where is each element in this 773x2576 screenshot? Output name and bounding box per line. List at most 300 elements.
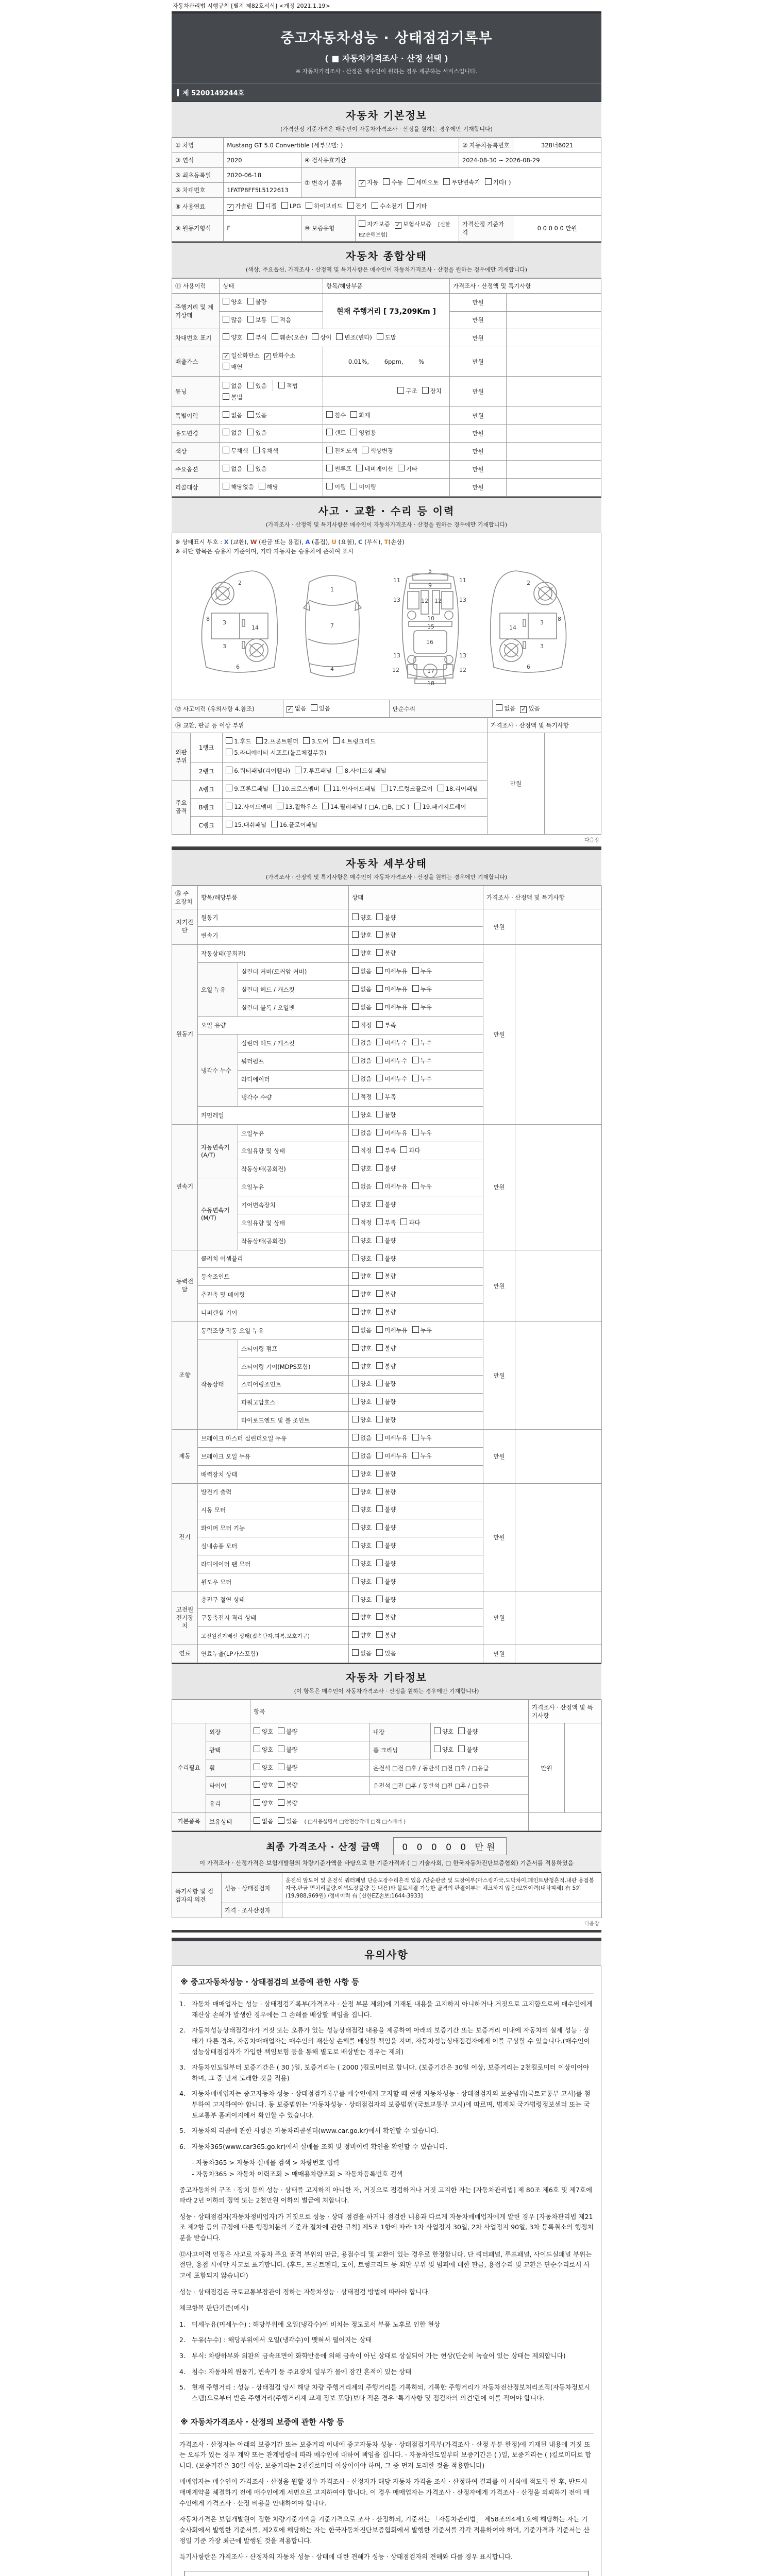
checkbox-option[interactable]	[376, 1020, 396, 1031]
checkbox[interactable]	[352, 1326, 359, 1333]
checkbox-option[interactable]	[381, 784, 433, 795]
checkbox-option[interactable]	[254, 1798, 273, 1809]
checkbox-checked[interactable]: ✓	[521, 705, 526, 713]
checkbox-option[interactable]	[376, 1558, 396, 1570]
checkbox[interactable]	[376, 1236, 383, 1243]
checkbox[interactable]	[278, 1764, 284, 1770]
checkbox-option[interactable]	[376, 1451, 407, 1462]
checkbox[interactable]	[303, 737, 310, 744]
checkbox-option[interactable]	[226, 784, 268, 795]
checkbox[interactable]	[352, 1488, 359, 1495]
checkbox-option[interactable]	[278, 1798, 297, 1809]
checkbox[interactable]	[376, 1146, 383, 1153]
checkbox-option[interactable]	[412, 1038, 432, 1049]
checkbox[interactable]	[376, 1470, 383, 1477]
checkbox[interactable]	[257, 202, 264, 209]
checkbox[interactable]	[352, 949, 359, 956]
checkbox-option[interactable]	[322, 802, 410, 813]
checkbox-option[interactable]	[412, 1433, 432, 1444]
checkbox-option[interactable]	[376, 1361, 396, 1372]
checkbox-option[interactable]	[352, 1217, 372, 1229]
checkbox-option[interactable]	[352, 1504, 372, 1516]
checkbox-checked[interactable]: ✓	[228, 204, 233, 210]
checkbox[interactable]	[226, 803, 232, 809]
checkbox[interactable]	[311, 704, 317, 711]
checkbox-option[interactable]	[458, 1744, 478, 1756]
checkbox[interactable]	[352, 1613, 359, 1620]
checkbox-option[interactable]	[352, 1522, 372, 1534]
checkbox-option[interactable]	[376, 1289, 396, 1300]
checkbox-option[interactable]	[350, 410, 370, 421]
checkbox[interactable]	[458, 1745, 465, 1752]
checkbox[interactable]	[412, 1129, 419, 1136]
checkbox-option[interactable]	[257, 201, 277, 212]
checkbox-option[interactable]	[352, 1056, 372, 1067]
checkbox-option[interactable]	[247, 297, 267, 308]
checkbox-option[interactable]	[223, 297, 242, 308]
checkbox[interactable]	[312, 333, 318, 340]
checkbox[interactable]	[376, 1021, 383, 1028]
checkbox-option[interactable]	[278, 1762, 297, 1774]
checkbox-option[interactable]	[376, 1253, 396, 1265]
checkbox[interactable]	[352, 1200, 359, 1207]
checkbox[interactable]	[223, 382, 229, 388]
checkbox[interactable]	[295, 767, 301, 773]
checkbox-option[interactable]	[352, 1181, 372, 1193]
checkbox-option[interactable]	[272, 332, 307, 344]
checkbox-option[interactable]	[376, 1307, 396, 1318]
checkbox-option[interactable]	[434, 1744, 453, 1756]
checkbox-option[interactable]	[272, 315, 291, 326]
checkbox[interactable]	[326, 429, 333, 435]
checkbox[interactable]	[352, 913, 359, 920]
checkbox[interactable]	[326, 465, 333, 471]
checkbox-option[interactable]	[347, 201, 367, 212]
checkbox-option[interactable]	[352, 1415, 372, 1426]
checkbox-option[interactable]	[226, 736, 251, 748]
checkbox[interactable]	[434, 1745, 441, 1752]
checkbox[interactable]	[352, 1505, 359, 1512]
checkbox-option[interactable]	[247, 410, 267, 421]
checkbox-option[interactable]	[281, 201, 301, 212]
checkbox[interactable]	[352, 1308, 359, 1315]
checkbox[interactable]	[352, 1649, 359, 1656]
checkbox[interactable]	[376, 1613, 383, 1620]
checkbox-checked[interactable]: ✓	[287, 705, 292, 713]
checkbox-option[interactable]	[376, 1110, 396, 1121]
checkbox-option[interactable]	[326, 410, 346, 421]
checkbox[interactable]	[376, 949, 383, 956]
checkbox[interactable]	[247, 316, 254, 323]
checkbox-option[interactable]	[352, 948, 372, 959]
checkbox-checked[interactable]: ✓	[360, 179, 365, 187]
checkbox-option[interactable]	[352, 1540, 372, 1552]
checkbox-option[interactable]	[352, 1612, 372, 1623]
checkbox-option[interactable]	[376, 1145, 396, 1157]
checkbox-option[interactable]	[326, 464, 351, 475]
checkbox-option[interactable]	[412, 1074, 432, 1085]
checkbox-option[interactable]	[256, 736, 299, 748]
checkbox-option[interactable]	[352, 1253, 372, 1265]
checkbox-option[interactable]	[247, 332, 267, 344]
checkbox[interactable]	[326, 483, 333, 489]
checkbox[interactable]	[247, 382, 254, 388]
checkbox-option[interactable]	[223, 428, 242, 439]
checkbox[interactable]	[223, 393, 229, 400]
checkbox[interactable]	[247, 465, 254, 471]
checkbox-option[interactable]	[278, 1816, 297, 1827]
checkbox-option[interactable]	[352, 1648, 372, 1659]
checkbox-option[interactable]	[376, 1056, 407, 1067]
checkbox-option[interactable]	[412, 1056, 432, 1067]
checkbox-option[interactable]	[376, 948, 396, 959]
checkbox-option[interactable]	[376, 1504, 396, 1516]
checkbox[interactable]	[352, 1541, 359, 1548]
checkbox-option[interactable]	[303, 736, 328, 748]
checkbox-option[interactable]	[376, 1379, 396, 1390]
checkbox-option[interactable]	[412, 1002, 432, 1013]
checkbox[interactable]	[326, 411, 333, 418]
checkbox[interactable]	[412, 1434, 419, 1440]
checkbox[interactable]	[376, 1416, 383, 1422]
checkbox[interactable]	[223, 447, 229, 453]
checkbox-option[interactable]	[352, 1361, 372, 1372]
checkbox[interactable]	[223, 483, 229, 489]
checkbox[interactable]	[281, 202, 288, 209]
checkbox[interactable]	[376, 967, 383, 974]
checkbox[interactable]	[496, 704, 502, 711]
checkbox-option[interactable]	[352, 1289, 372, 1300]
checkbox[interactable]	[412, 967, 419, 974]
checkbox[interactable]	[278, 1727, 284, 1734]
checkbox-option[interactable]	[223, 362, 242, 373]
checkbox-option[interactable]	[352, 1163, 372, 1175]
checkbox[interactable]	[434, 1727, 441, 1734]
checkbox-option[interactable]	[278, 1780, 297, 1791]
checkbox[interactable]	[272, 333, 278, 340]
checkbox-option[interactable]	[376, 1415, 396, 1426]
checkbox[interactable]	[376, 1505, 383, 1512]
checkbox[interactable]	[278, 382, 285, 388]
checkbox[interactable]	[412, 1452, 419, 1459]
checkbox-option[interactable]	[443, 177, 480, 189]
checkbox-option[interactable]	[352, 1469, 372, 1480]
checkbox[interactable]	[306, 202, 312, 209]
checkbox[interactable]	[376, 1111, 383, 1117]
checkbox[interactable]	[352, 1380, 359, 1386]
checkbox[interactable]	[376, 1578, 383, 1584]
checkbox-option[interactable]	[398, 464, 417, 475]
checkbox-option[interactable]	[376, 1002, 407, 1013]
checkbox[interactable]	[376, 1182, 383, 1189]
checkbox[interactable]	[376, 1057, 383, 1063]
checkbox-option[interactable]	[376, 1325, 407, 1336]
checkbox[interactable]	[397, 387, 404, 394]
checkbox[interactable]	[352, 1416, 359, 1422]
checkbox-option[interactable]	[359, 219, 390, 230]
checkbox[interactable]	[352, 1255, 359, 1261]
checkbox-option[interactable]	[412, 1325, 432, 1336]
checkbox-option[interactable]	[376, 1235, 396, 1247]
checkbox[interactable]	[383, 178, 390, 185]
checkbox[interactable]	[352, 1236, 359, 1243]
checkbox[interactable]	[376, 1326, 383, 1333]
checkbox-option[interactable]	[352, 1577, 372, 1588]
checkbox-option[interactable]	[277, 802, 317, 813]
checkbox-option[interactable]	[412, 1451, 432, 1462]
checkbox[interactable]	[226, 737, 232, 744]
checkbox-option[interactable]	[520, 703, 540, 715]
checkbox-option[interactable]	[352, 1020, 372, 1031]
checkbox[interactable]	[324, 785, 331, 791]
checkbox-option[interactable]	[376, 930, 396, 941]
checkbox[interactable]	[352, 1631, 359, 1638]
checkbox[interactable]	[376, 1631, 383, 1638]
checkbox[interactable]	[278, 1745, 284, 1752]
checkbox[interactable]	[412, 1326, 419, 1333]
checkbox-option[interactable]	[254, 1816, 273, 1827]
checkbox[interactable]	[376, 913, 383, 920]
checkbox[interactable]	[376, 1596, 383, 1602]
checkbox-option[interactable]	[359, 177, 378, 189]
checkbox[interactable]	[223, 363, 229, 369]
checkbox[interactable]	[256, 737, 263, 744]
checkbox-option[interactable]	[356, 464, 393, 475]
checkbox[interactable]	[352, 1111, 359, 1117]
checkbox-option[interactable]	[376, 1577, 396, 1588]
checkbox[interactable]	[254, 1745, 260, 1752]
checkbox[interactable]	[376, 985, 383, 992]
checkbox-option[interactable]	[397, 386, 417, 397]
checkbox[interactable]	[352, 1560, 359, 1566]
checkbox-option[interactable]	[352, 1487, 372, 1498]
checkbox[interactable]	[336, 333, 343, 340]
checkbox-option[interactable]	[376, 1522, 396, 1534]
checkbox-option[interactable]	[223, 410, 242, 421]
checkbox[interactable]	[352, 1596, 359, 1602]
checkbox[interactable]	[278, 1781, 284, 1788]
checkbox[interactable]	[438, 785, 444, 791]
checkbox[interactable]	[254, 1799, 260, 1806]
checkbox-option[interactable]	[352, 1325, 372, 1336]
checkbox-option[interactable]	[278, 381, 298, 392]
checkbox-option[interactable]	[362, 446, 393, 457]
checkbox-option[interactable]	[350, 428, 376, 439]
checkbox[interactable]	[333, 737, 340, 744]
checkbox-option[interactable]	[376, 1199, 396, 1211]
checkbox-checked[interactable]: ✓	[224, 353, 229, 360]
checkbox[interactable]	[412, 1075, 419, 1081]
checkbox-option[interactable]	[352, 1128, 372, 1139]
checkbox-option[interactable]	[352, 1595, 372, 1606]
checkbox-option[interactable]	[352, 1074, 372, 1085]
checkbox[interactable]	[376, 1452, 383, 1459]
checkbox[interactable]	[408, 178, 414, 185]
checkbox-option[interactable]	[376, 1612, 396, 1623]
checkbox[interactable]	[352, 1129, 359, 1136]
checkbox[interactable]	[376, 1272, 383, 1279]
checkbox[interactable]	[376, 1218, 383, 1225]
checkbox[interactable]	[376, 1398, 383, 1404]
checkbox-option[interactable]	[376, 1128, 407, 1139]
checkbox-option[interactable]	[227, 201, 252, 212]
checkbox[interactable]	[223, 411, 229, 418]
checkbox-option[interactable]	[395, 219, 432, 230]
checkbox-option[interactable]	[400, 1217, 420, 1229]
checkbox[interactable]	[352, 1093, 359, 1099]
checkbox[interactable]	[412, 985, 419, 992]
checkbox[interactable]	[347, 202, 354, 209]
checkbox[interactable]	[254, 1727, 260, 1734]
checkbox-option[interactable]	[278, 1726, 297, 1738]
checkbox[interactable]	[226, 767, 232, 773]
checkbox-option[interactable]	[376, 1540, 396, 1552]
checkbox[interactable]	[352, 1470, 359, 1477]
checkbox[interactable]	[352, 1523, 359, 1530]
checkbox[interactable]	[226, 785, 232, 791]
checkbox[interactable]	[247, 298, 254, 304]
checkbox-option[interactable]	[352, 1110, 372, 1121]
checkbox[interactable]	[376, 1380, 383, 1386]
checkbox[interactable]	[247, 429, 254, 435]
checkbox-option[interactable]	[352, 1630, 372, 1641]
checkbox-option[interactable]	[352, 1199, 372, 1211]
checkbox[interactable]	[376, 1362, 383, 1369]
checkbox-option[interactable]	[264, 350, 295, 362]
checkbox-option[interactable]	[352, 912, 372, 924]
checkbox[interactable]	[223, 316, 229, 323]
checkbox[interactable]	[376, 1093, 383, 1099]
checkbox-option[interactable]	[306, 201, 343, 212]
checkbox-option[interactable]	[376, 1595, 396, 1606]
checkbox-option[interactable]	[247, 464, 267, 475]
checkbox-option[interactable]	[254, 1744, 273, 1756]
checkbox[interactable]	[352, 1182, 359, 1189]
checkbox[interactable]	[377, 333, 383, 340]
checkbox-option[interactable]	[352, 1038, 372, 1049]
checkbox[interactable]	[223, 298, 229, 304]
checkbox[interactable]	[359, 220, 365, 227]
checkbox[interactable]	[278, 1799, 284, 1806]
checkbox-option[interactable]	[376, 1630, 396, 1641]
checkbox-option[interactable]	[253, 446, 278, 457]
checkbox[interactable]	[278, 1817, 284, 1824]
checkbox-checked[interactable]: ✓	[395, 221, 400, 228]
checkbox-option[interactable]	[376, 1397, 396, 1408]
checkbox-option[interactable]	[352, 984, 372, 995]
checkbox-option[interactable]	[376, 1487, 396, 1498]
checkbox[interactable]	[352, 931, 359, 938]
checkbox[interactable]	[362, 447, 368, 453]
checkbox-option[interactable]	[407, 201, 427, 212]
checkbox[interactable]	[352, 1578, 359, 1584]
checkbox[interactable]	[326, 447, 333, 453]
checkbox[interactable]	[376, 1075, 383, 1081]
checkbox[interactable]	[247, 333, 254, 340]
checkbox[interactable]	[350, 429, 357, 435]
checkbox-option[interactable]	[226, 766, 290, 777]
checkbox[interactable]	[376, 1560, 383, 1566]
checkbox[interactable]	[376, 1255, 383, 1261]
checkbox-option[interactable]	[223, 315, 242, 326]
checkbox[interactable]	[352, 1057, 359, 1063]
checkbox-option[interactable]	[247, 315, 267, 326]
checkbox-option[interactable]	[414, 802, 466, 813]
checkbox[interactable]	[412, 1003, 419, 1010]
checkbox[interactable]	[226, 821, 232, 827]
checkbox-option[interactable]	[485, 177, 511, 189]
checkbox-option[interactable]	[226, 820, 266, 831]
checkbox-option[interactable]	[223, 381, 242, 392]
checkbox[interactable]	[226, 749, 232, 755]
checkbox-option[interactable]	[247, 381, 267, 392]
checkbox-option[interactable]	[376, 1343, 396, 1354]
checkbox-option[interactable]	[352, 1343, 372, 1354]
checkbox-option[interactable]	[383, 177, 402, 189]
checkbox-option[interactable]	[496, 703, 515, 715]
checkbox[interactable]	[356, 465, 363, 471]
checkbox[interactable]	[352, 1146, 359, 1153]
checkbox[interactable]	[259, 483, 265, 489]
checkbox-option[interactable]	[352, 1092, 372, 1103]
checkbox-option[interactable]	[352, 1451, 372, 1462]
checkbox[interactable]	[376, 1488, 383, 1495]
checkbox[interactable]	[372, 202, 378, 209]
checkbox-option[interactable]	[352, 966, 372, 977]
checkbox-option[interactable]	[434, 1726, 453, 1738]
checkbox-option[interactable]	[254, 1780, 273, 1791]
checkbox-option[interactable]	[223, 482, 254, 493]
checkbox[interactable]	[253, 447, 260, 453]
checkbox[interactable]	[254, 1764, 260, 1770]
checkbox[interactable]	[223, 465, 229, 471]
checkbox-option[interactable]	[376, 1271, 396, 1282]
checkbox-option[interactable]	[223, 332, 242, 344]
checkbox-option[interactable]	[247, 428, 267, 439]
checkbox[interactable]	[352, 985, 359, 992]
checkbox-option[interactable]	[295, 766, 331, 777]
checkbox[interactable]	[376, 1290, 383, 1297]
checkbox-option[interactable]	[287, 703, 306, 715]
checkbox-option[interactable]	[259, 482, 278, 493]
checkbox[interactable]	[376, 931, 383, 938]
checkbox[interactable]	[414, 803, 421, 809]
checkbox-option[interactable]	[438, 784, 478, 795]
checkbox[interactable]	[412, 1182, 419, 1189]
checkbox-option[interactable]	[376, 1074, 407, 1085]
checkbox-option[interactable]	[223, 392, 242, 403]
checkbox-option[interactable]	[376, 1469, 396, 1480]
checkbox-option[interactable]	[326, 482, 346, 493]
checkbox[interactable]	[350, 411, 357, 418]
checkbox-option[interactable]	[376, 912, 396, 924]
checkbox-option[interactable]	[376, 1217, 396, 1229]
checkbox-option[interactable]	[412, 966, 432, 977]
checkbox-option[interactable]	[376, 1433, 407, 1444]
checkbox[interactable]	[352, 1164, 359, 1171]
checkbox-option[interactable]	[376, 1163, 396, 1175]
checkbox[interactable]	[412, 1057, 419, 1063]
checkbox[interactable]	[407, 202, 414, 209]
checkbox[interactable]	[352, 967, 359, 974]
checkbox[interactable]	[254, 1817, 260, 1824]
checkbox[interactable]	[376, 1003, 383, 1010]
checkbox[interactable]	[376, 1039, 383, 1045]
checkbox[interactable]	[376, 1434, 383, 1440]
checkbox-option[interactable]	[223, 446, 248, 457]
checkbox-option[interactable]	[324, 784, 376, 795]
checkbox-option[interactable]	[333, 736, 376, 748]
